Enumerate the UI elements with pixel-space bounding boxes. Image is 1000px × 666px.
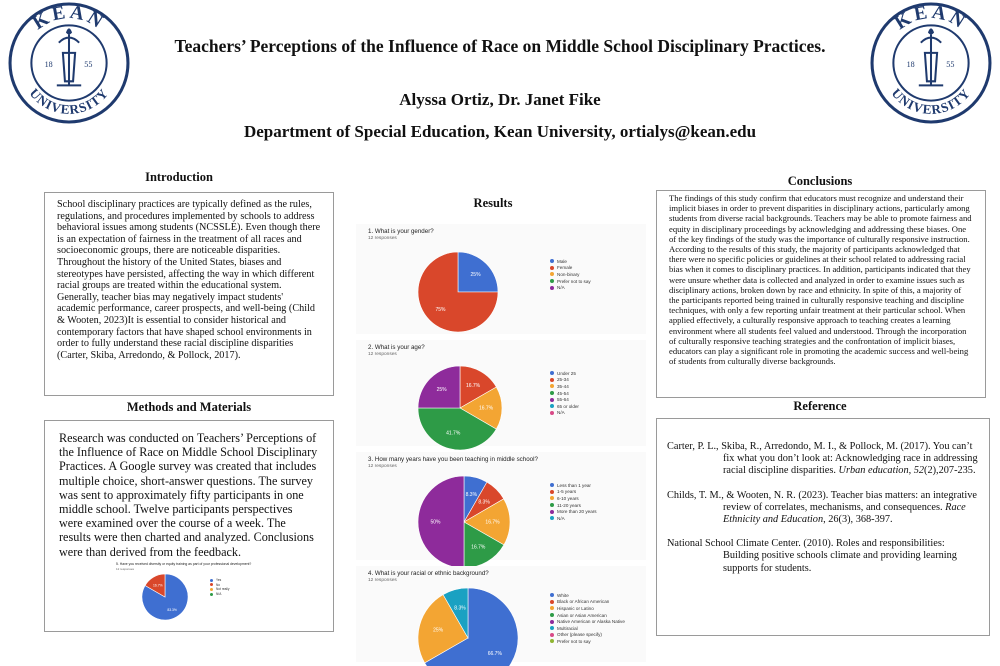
legend-swatch: [550, 266, 554, 270]
legend-swatch: [550, 259, 554, 263]
pie-slice-label: 16.7%: [485, 519, 500, 526]
results-pie-chart: [418, 476, 510, 568]
legend-swatch: [550, 378, 554, 382]
logo-year-right: 55: [84, 60, 93, 70]
legend-label: Other (please specify): [557, 632, 602, 638]
legend-swatch: [550, 272, 554, 276]
legend-swatch: [550, 593, 554, 597]
legend-item: [550, 410, 579, 417]
training-slice-label: 16.7%: [153, 583, 163, 588]
legend-swatch: [550, 496, 554, 500]
results-legend: [550, 482, 597, 522]
legend-item: [550, 605, 625, 612]
legend-label: 55-64: [557, 397, 569, 403]
legend-item: [550, 403, 579, 410]
legend-swatch: [550, 510, 554, 514]
legend-swatch: [550, 391, 554, 395]
legend-swatch: [550, 279, 554, 283]
legend-swatch: [550, 490, 554, 494]
results-heading: Results: [473, 196, 513, 210]
legend-label: 1-5 years: [557, 489, 577, 495]
reference-box: [656, 418, 990, 636]
legend-label: 35-44: [557, 383, 569, 389]
legend-swatch: [550, 384, 554, 388]
legend-item: [210, 592, 229, 597]
legend-label: Native American or Alaska Native: [557, 619, 625, 625]
legend-item: [550, 482, 597, 489]
legend-swatch: [550, 398, 554, 402]
legend-label: Female: [557, 265, 573, 271]
chart-response-count: 12 responses: [368, 578, 397, 583]
pie-slice-label: 50%: [430, 519, 441, 526]
pie-slice-label: 16.7%: [478, 405, 494, 412]
legend-item: [550, 278, 591, 285]
logo-year-left: 18: [44, 60, 53, 70]
legend-label: Under 25: [557, 370, 576, 376]
legend-swatch: [210, 583, 213, 586]
conclusions-text: The findings of this study confirm that educators must recognize and understand their implicit biases in order to prevent disparities in disciplinary actions, particularly among students from diverse racial backgrounds. Teachers may be able to promote fairness and equity in disciplinary proceedings by acknowledging and addressing these biases. One of the key findings of the study was the importance of culturally responsive instruction. According to the results of this study, the majority of participants acknowledged that there were no specific policies or guidelines at their school related to addressing racial bias when it comes to disciplinary practices. In addition, participants indicated that they were unsure whether data is collected and analyzed in order to examine issues such as disciplinary actions, broken down by race and ethnicity. In spite of this, a majority of the participants reported being trained in culturally responsive teaching and discipline techniques, with only a few reporting unfair treatment at their particular school. When applied effectively, a culturally responsive approach to teaching creates a learning environment where all students feel valued and understood. Through the incorporation of culturally responsive teaching strategies and the confrontation of implicit biases, educators can play a significant role in promoting the academic success and well-being of students from culturally diverse backgrounds.: [669, 193, 972, 367]
legend-swatch: [550, 286, 554, 290]
training-question: 5. Have you received diversity or equity training as part of your professional development?: [116, 562, 252, 566]
poster-authors: Alyssa Ortiz, Dr. Janet Fike: [399, 90, 601, 109]
legend-item: [550, 618, 625, 625]
legend-label: Non-binary: [557, 271, 580, 277]
legend-label: Multiracial: [557, 625, 578, 631]
training-pie: [142, 574, 188, 620]
chart-question: [368, 228, 638, 241]
legend-label: Yes: [216, 578, 222, 583]
legend-item: [550, 515, 597, 522]
training-legend: [210, 578, 229, 596]
reference-item: Childs, T. M., & Wooten, N. R. (2023). Teacher bias matters: an integrative review of correlates, mechanisms, and consequences. Race Ethnicity and Education, 26(3), 368-397.: [667, 489, 977, 526]
legend-label: Less than 1 year: [557, 482, 591, 488]
legend-label: Male: [557, 258, 567, 264]
kean-seal-icon: [8, 2, 130, 124]
pie-slice-label: 8.3%: [478, 499, 490, 506]
pie-slice-label: 25%: [470, 272, 481, 279]
reference-item: National School Climate Center. (2010). Roles and responsibilities: Building positive schools climate and providing learning supports for students.: [667, 538, 957, 574]
chart-question-text: 1. What is your gender?: [368, 228, 434, 235]
legend-label: More than 20 years: [557, 509, 597, 515]
chart-response-count: 12 responses: [368, 464, 397, 469]
legend-item: [550, 258, 591, 265]
training-slice-label: 83.3%: [167, 607, 177, 612]
legend-label: N/A: [216, 592, 222, 597]
legend-label: 65 or older: [557, 403, 579, 409]
reference-heading: Reference: [793, 399, 847, 413]
legend-label: Prefer not to say: [557, 638, 591, 644]
legend-item: [550, 265, 591, 272]
chart-question: [368, 344, 638, 357]
logo-top-text: KEAN: [891, 2, 971, 35]
chart-response-count: 12 responses: [368, 236, 397, 241]
legend-swatch: [550, 613, 554, 617]
pie-slice-label: 41.7%: [446, 430, 461, 437]
logo-year-right: 55: [946, 60, 955, 70]
legend-item: [550, 284, 591, 291]
legend-swatch: [550, 483, 554, 487]
legend-swatch: [550, 639, 554, 643]
pie-slice: [418, 476, 464, 568]
results-pie-chart: [418, 588, 518, 666]
logo-bottom-text: UNIVERSITY: [888, 85, 974, 118]
legend-label: Hispanic or Latino: [557, 605, 594, 611]
pie-slice-label: 25%: [433, 627, 444, 634]
legend-item: [550, 489, 597, 496]
logo-bottom-text: UNIVERSITY: [26, 85, 112, 118]
legend-item: [550, 377, 579, 384]
legend-swatch: [210, 593, 213, 596]
methods-heading: Methods and Materials: [126, 400, 252, 414]
chart-response-count: 12 responses: [368, 352, 397, 357]
legend-label: Prefer not to say: [557, 278, 591, 284]
kean-logo-left: [8, 2, 130, 124]
legend-label: No: [216, 582, 221, 587]
legend-swatch: [210, 579, 213, 582]
legend-swatch: [550, 371, 554, 375]
legend-item: [550, 599, 625, 606]
results-legend: [550, 592, 625, 645]
chart-question-text: 2. What is your age?: [368, 344, 425, 351]
legend-swatch: [550, 516, 554, 520]
legend-item: [550, 495, 597, 502]
reference-item: Carter, P. L., Skiba, R., Arredondo, M. I., & Pollock, M. (2017). You can’t fix what you don’t look at: Acknowledging race in addressing racial discipline disparities. Urban education, 52(2),207-235.: [667, 441, 978, 477]
chart-question-text: 3. How many years have you been teaching in middle school?: [368, 456, 538, 463]
introduction-text: School disciplinary practices are typically defined as the rules, regulations, and procedures implemented by schools to address behavioral issues among students (NCSSLE). Even though there is an expectation of fairness in the treatment of all races and socioeconomic groups, there are noticeable disparities. Throughout the history of the United States, biases and stereotypes have persisted, affecting the way in which different racial groups are treated within the educational system. Generally, teacher bias may negatively impact students' academic performance, career prospects, and well-being (Child & Wooten, 2023)It is essential to consider historical and contemporary factors that have shaped school environments in order to fully understand these racial discipline disparities (Carter, Skiba, Arredondo, & Pollock, 2017).: [57, 199, 321, 361]
pie-slice-label: 8.3%: [465, 492, 478, 499]
results-pie-chart: [418, 366, 502, 450]
training-responses: 12 responses: [116, 567, 135, 571]
legend-swatch: [550, 503, 554, 507]
introduction-heading: Introduction: [145, 170, 213, 184]
poster-department: Department of Special Education, Kean University, ortialys@kean.edu: [243, 122, 757, 141]
legend-label: N/A: [557, 515, 565, 521]
pie-slice-label: 75%: [435, 307, 446, 314]
legend-swatch: [550, 633, 554, 637]
legend-swatch: [550, 620, 554, 624]
legend-swatch: [550, 404, 554, 408]
legend-label: Black or African American: [557, 599, 610, 605]
legend-swatch: [210, 588, 213, 591]
pie-slice-label: 16.7%: [465, 383, 481, 390]
legend-item: [550, 383, 579, 390]
legend-swatch: [550, 626, 554, 630]
legend-label: 45-54: [557, 390, 569, 396]
conclusions-heading: Conclusions: [787, 174, 853, 188]
legend-item: [550, 396, 579, 403]
legend-label: N/A: [557, 285, 565, 291]
legend-item: [550, 625, 625, 632]
legend-item: [550, 612, 625, 619]
pie-slice-label: 8.3%: [454, 605, 466, 612]
legend-label: N/A: [557, 410, 565, 416]
introduction-box: [44, 192, 334, 396]
legend-item: [550, 390, 579, 397]
legend-label: 25-34: [557, 377, 569, 383]
chart-question-text: 4. What is your racial or ethnic background?: [368, 570, 489, 577]
pie-slice-label: 16.7%: [471, 544, 486, 551]
chart-question: [368, 456, 638, 469]
legend-label: Not really: [216, 587, 230, 592]
legend-item: [550, 271, 591, 278]
logo-top-text: KEAN: [29, 2, 109, 35]
legend-label: Asian or Asian American: [557, 612, 607, 618]
conclusions-box: [656, 190, 986, 398]
legend-item: [550, 592, 625, 599]
results-legend: [550, 258, 591, 291]
legend-item: [550, 632, 625, 639]
legend-swatch: [550, 600, 554, 604]
training-chart: [112, 560, 284, 620]
pie-slice-label: 25%: [436, 387, 447, 394]
legend-label: White: [557, 592, 569, 598]
legend-label: 6-10 years: [557, 495, 579, 501]
pie-slice-label: 66.7%: [487, 651, 502, 658]
kean-seal-icon: [870, 2, 992, 124]
poster-title: Teachers’ Perceptions of the Influence of Race on Middle School Disciplinary Practices.: [174, 36, 826, 56]
logo-year-left: 18: [906, 60, 915, 70]
legend-item: [550, 508, 597, 515]
kean-logo-right: [870, 2, 992, 124]
legend-label: 11-20 years: [557, 502, 581, 508]
results-legend: [550, 370, 579, 416]
legend-item: [550, 638, 625, 645]
methods-text: Research was conducted on Teachers’ Perceptions of the Influence of Race on Middle School Disciplinary Practices. A Google survey was created that includes multiple choice, short-answer questions. The survey was sent to approximately fifty participants in one middle school. Twelve participants perspectives were examined over the course of a week. The results were then charted and analyzed. Conclusions were than derived from the feedback.: [59, 431, 318, 559]
results-pie-chart: [418, 252, 498, 332]
legend-swatch: [550, 411, 554, 415]
chart-question: [368, 570, 638, 583]
legend-item: [550, 370, 579, 377]
legend-item: [550, 502, 597, 509]
legend-swatch: [550, 606, 554, 610]
